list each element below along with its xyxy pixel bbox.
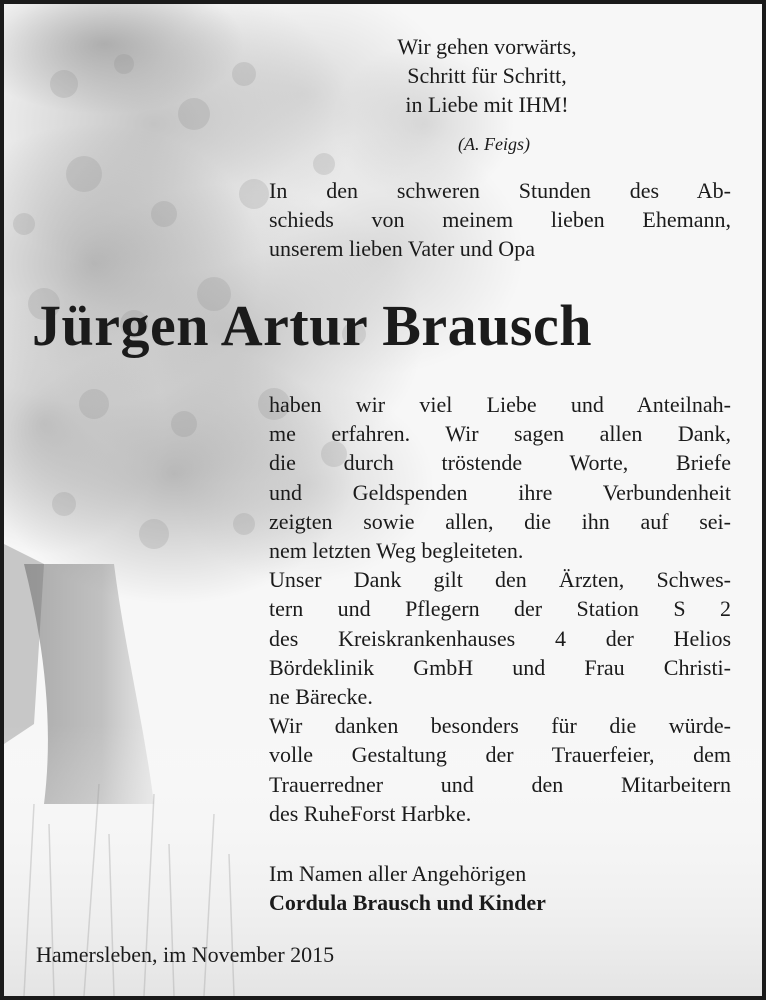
body-line: Bördeklinik GmbH und Frau Christi-	[269, 654, 731, 680]
quote-line: Schritt für Schritt,	[407, 63, 567, 88]
body-line: Unser Dank gilt den Ärzten, Schwes-	[269, 567, 731, 593]
signature: Cordula Brausch und Kinder	[269, 890, 546, 915]
intro-line: unserem lieben Vater und Opa	[269, 236, 535, 261]
deceased-name: Jürgen Artur Brausch	[32, 293, 592, 358]
quote-line: Wir gehen vorwärts,	[397, 34, 577, 59]
body-line: tern und Pflegern der Station S 2	[269, 596, 731, 622]
place-date: Hamersleben, im November 2015	[36, 942, 335, 967]
body-line: die durch tröstende Worte, Briefe	[269, 450, 731, 476]
body-line: ne Bärecke.	[269, 684, 373, 710]
quote-verse	[344, 32, 630, 119]
body-line: des RuheForst Harbke.	[269, 800, 472, 826]
body-line: und Geldspenden ihre Verbundenheit	[269, 479, 731, 505]
body-line: haben wir viel Liebe und Anteilnah-	[269, 392, 731, 417]
body-line: Trauerredner und den Mitarbeitern	[269, 771, 731, 797]
body-text	[269, 390, 731, 828]
quote-author: (A. Feigs)	[458, 134, 530, 154]
intro-text	[269, 176, 731, 263]
intro-line: schieds von meinem lieben Ehemann,	[269, 207, 731, 232]
body-line: nem letzten Weg begleiteten.	[269, 538, 524, 564]
closing-line: Im Namen aller Angehörigen	[269, 861, 527, 886]
body-line: volle Gestaltung der Trauerfeier, dem	[269, 742, 731, 768]
body-line: Wir danken besonders für die würde-	[269, 713, 731, 739]
body-line: me erfahren. Wir sagen allen Dank,	[269, 421, 731, 447]
body-line: zeigten sowie allen, die ihn auf sei-	[269, 508, 731, 534]
quote-line: in Liebe mit IHM!	[405, 92, 569, 117]
closing-block	[269, 859, 731, 917]
intro-line: In den schweren Stunden des Ab-	[269, 178, 731, 203]
body-line: des Kreiskrankenhauses 4 der Helios	[269, 625, 731, 651]
